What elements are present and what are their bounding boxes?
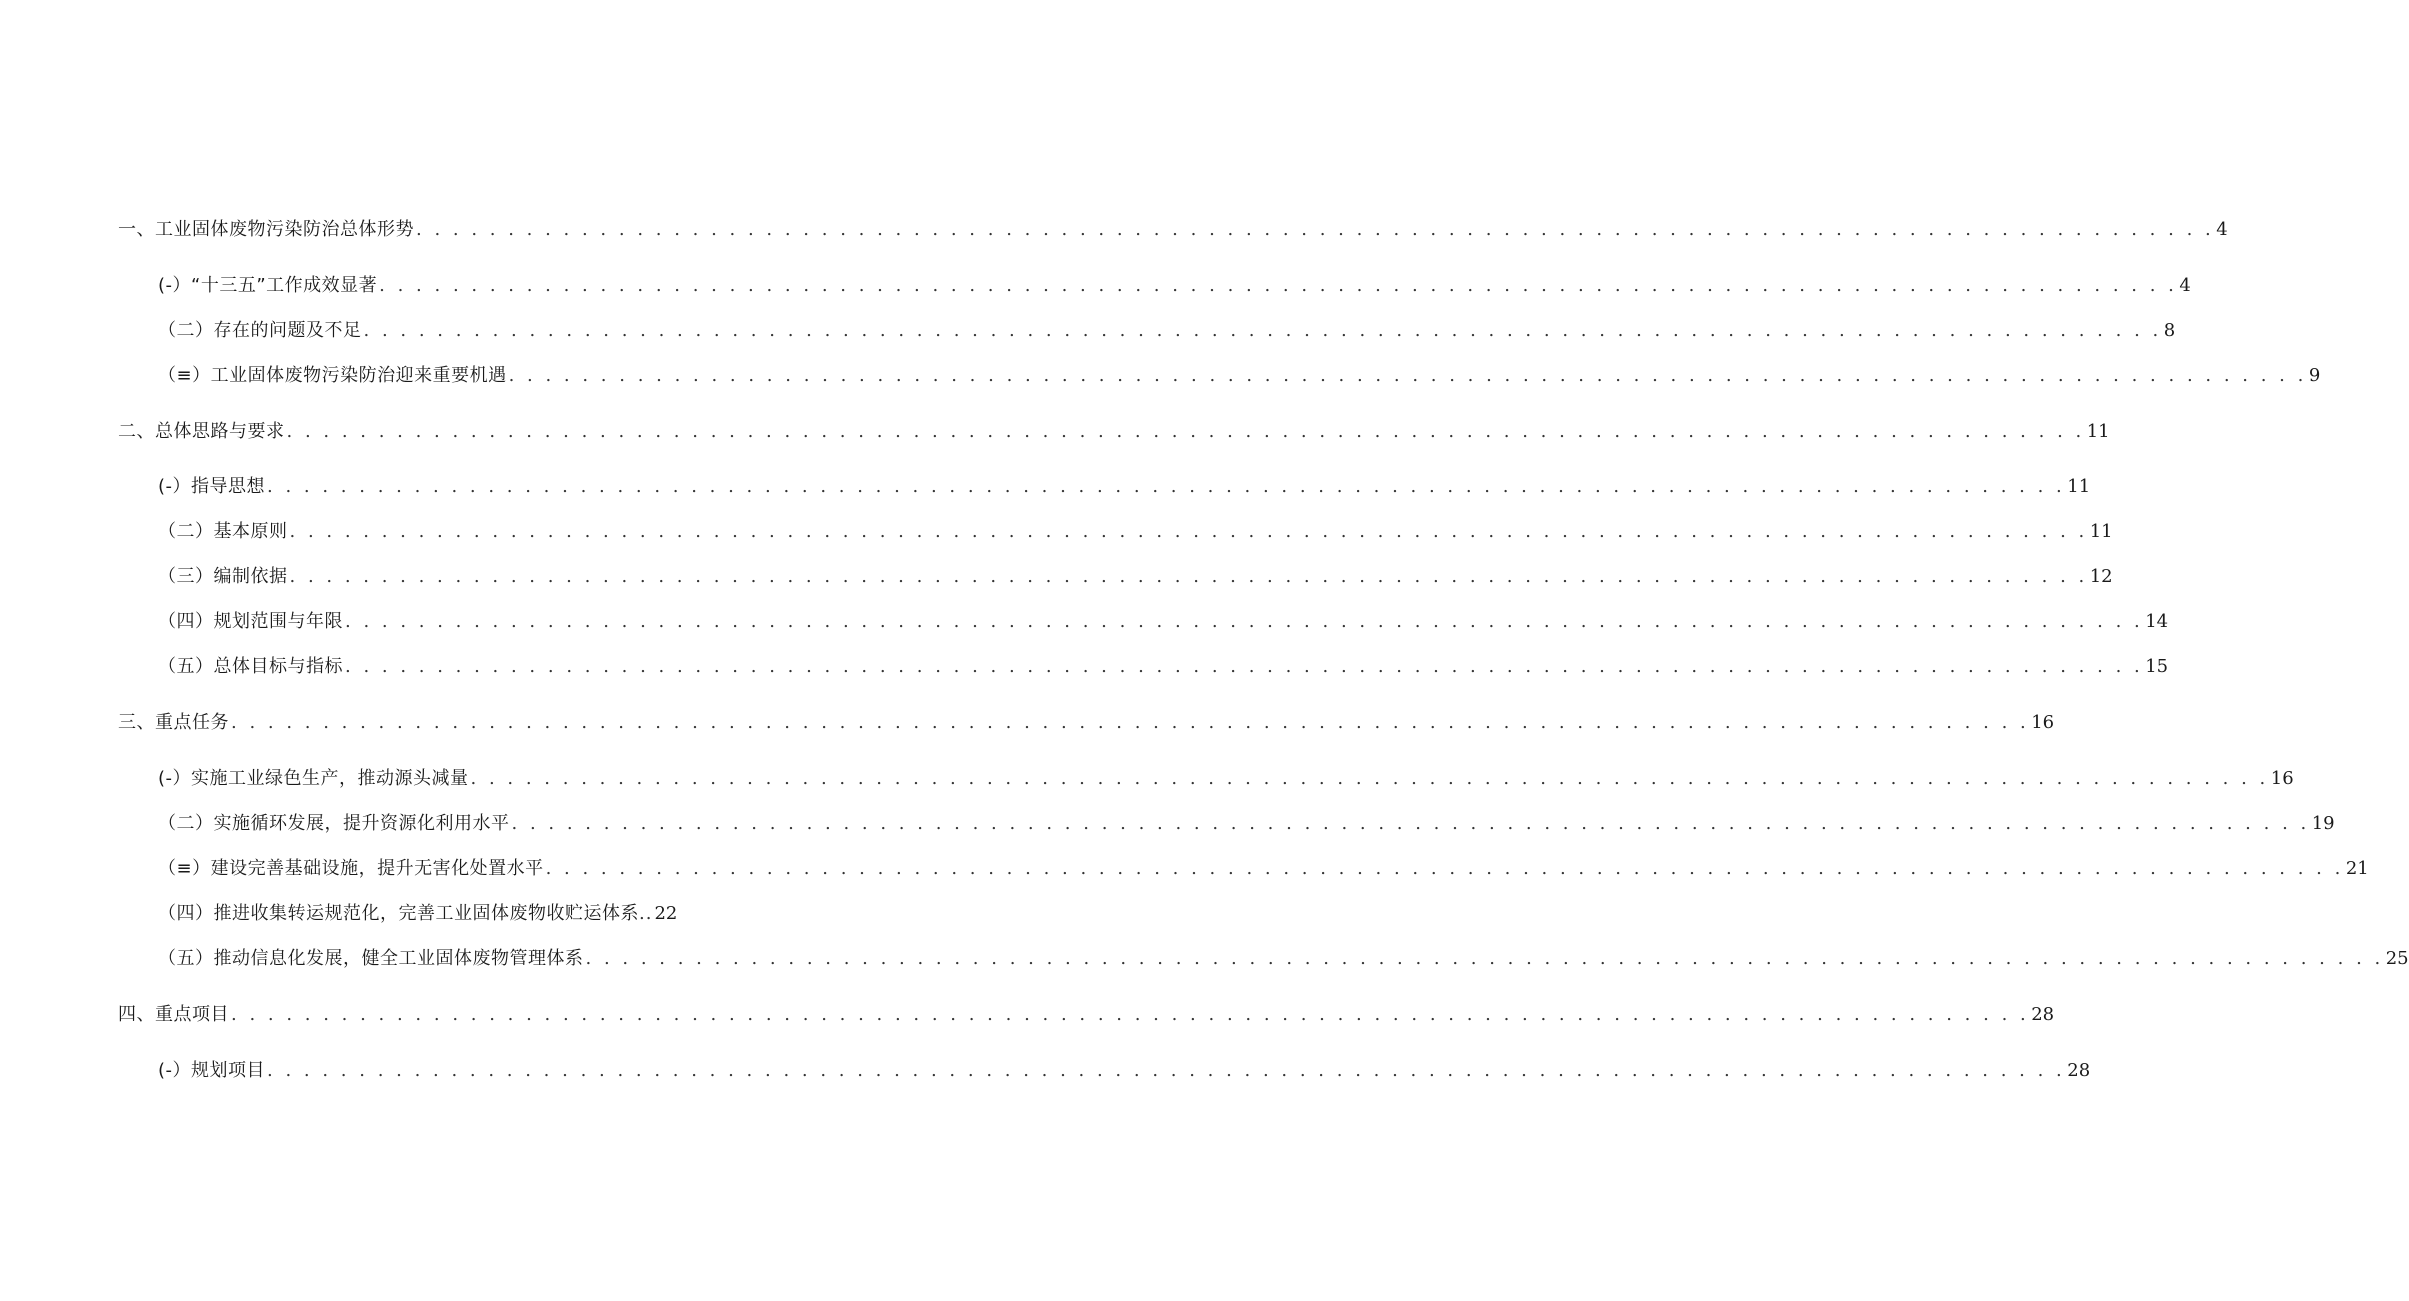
toc-leader-dots: . . . . . . . . . . . . . . . . . . . . . . . . . . . . . . . . . . . . . . . . . . . . . . . . . . . . . . . . . . . . . . . . . . . . . . . . . . . . . . . . . . . . . . . . . . . . . . . . . . (231, 712, 2030, 733)
toc-leader-dots: . . . . . . . . . . . . . . . . . . . . . . . . . . . . . . . . . . . . . . . . . . . . . . . . . . . . . . . . . . . . . . . . . . . . . . . . . . . . . . . . . . . . . . . . . . . . . . . . . . (511, 813, 2310, 834)
toc-leader-dots: . . . . . . . . . . . . . . . . . . . . . . . . . . . . . . . . . . . . . . . . . . . . . . . . . . . . . . . . . . . . . . . . . . . . . . . . . . . . . . . . . . . . . . . . . . . . . . . . . . (286, 421, 2085, 442)
toc-entry-title: （二）实施循环发展，提升资源化利用水平 (158, 813, 510, 834)
toc-page-number: 28 (2067, 1060, 2091, 1081)
toc-entry-section-3-1[interactable] (158, 765, 2294, 793)
toc-entry-section-2-2[interactable] (158, 518, 2113, 546)
toc-entry-section-3-3[interactable] (158, 855, 2369, 883)
toc-leader-dots: . . . . . . . . . . . . . . . . . . . . . . . . . . . . . . . . . . . . . . . . . . . . . . . . . . . . . . . . . . . . . . . . . . . . . . . . . . . . . . . . . . . . . . . . . . . . . . . . . . (545, 858, 2344, 879)
toc-entry-chapter-1[interactable] (118, 216, 2228, 244)
toc-entry-title: （二）存在的问题及不足 (158, 320, 362, 341)
toc-page-number: 12 (2089, 566, 2113, 587)
toc-entry-title: 一、工业固体废物污染防治总体形势 (118, 219, 414, 240)
toc-leader-dots: . . . . . . . . . . . . . . . . . . . . . . . . . . . . . . . . . . . . . . . . . . . . . . . . . . . . . . . . . . . . . . . . . . . . . . . . . . . . . . . . . . . . . . . . . . . . . . . . . . (289, 566, 2088, 587)
toc-leader-dots: . . . . . . . . . . . . . . . . . . . . . . . . . . . . . . . . . . . . . . . . . . . . . . . . . . . . . . . . . . . . . . . . . . . . . . . . . . . . . . . . . . . . . . . . . . . . . . . . . . (379, 275, 2178, 296)
toc-page-number: 22 (654, 903, 678, 924)
toc-page-number: 9 (2308, 365, 2321, 386)
toc-entry-section-1-2[interactable] (158, 317, 2176, 345)
toc-leader-dots: . . . . . . . . . . . . . . . . . . . . . . . . . . . . . . . . . . . . . . . . . . . . . . . . . . . . . . . . . . . . . . . . . . . . . . . . . . . . . . . . . . . . . . . . . . . . . . . . . . (345, 611, 2144, 632)
toc-page-number: 4 (2216, 219, 2228, 240)
toc-entry-section-2-4[interactable] (158, 608, 2169, 636)
toc-entry-title: （二）基本原则 (158, 521, 288, 542)
toc-entry-title: 三、重点任务 (118, 712, 229, 733)
toc-entry-section-4-1[interactable] (158, 1057, 2091, 1085)
toc-leader-dots: . . . . . . . . . . . . . . . . . . . . . . . . . . . . . . . . . . . . . . . . . . . . . . . . . . . . . . . . . . . . . . . . . . . . . . . . . . . . . . . . . . . . . . . . . . . . . . . . . . (267, 1060, 2066, 1081)
toc-leader-dots: . . . . . . . . . . . . . . . . . . . . . . . . . . . . . . . . . . . . . . . . . . . . . . . . . . . . . . . . . . . . . . . . . . . . . . . . . . . . . . . . . . . . . . . . . . . . . . . . . . (231, 1004, 2030, 1025)
toc-leader-dots: .. (639, 903, 653, 924)
toc-page-number: 4 (2179, 275, 2191, 296)
toc-leader-dots: . . . . . . . . . . . . . . . . . . . . . . . . . . . . . . . . . . . . . . . . . . . . . . . . . . . . . . . . . . . . . . . . . . . . . . . . . . . . . . . . . . . . . . . . . . . . . . . . . . (363, 320, 2162, 341)
toc-entry-title: （≡）工业固体废物污染防治迎来重要机遇 (158, 365, 507, 386)
toc-entry-chapter-3[interactable] (118, 709, 2055, 737)
toc-entry-title: 四、重点项目 (118, 1004, 229, 1025)
toc-entry-title: (-）指导思想 (158, 476, 266, 497)
toc-entry-title: 二、总体思路与要求 (118, 421, 285, 442)
toc-entry-section-3-5[interactable] (158, 945, 2409, 973)
toc-entry-title: (-）“十三五”工作成效显著 (158, 275, 378, 296)
toc-page-number: 16 (2031, 712, 2055, 733)
toc-leader-dots: . . . . . . . . . . . . . . . . . . . . . . . . . . . . . . . . . . . . . . . . . . . . . . . . . . . . . . . . . . . . . . . . . . . . . . . . . . . . . . . . . . . . . . . . . . . . . . . . . . (470, 768, 2269, 789)
toc-entry-section-3-2[interactable] (158, 810, 2335, 838)
toc-entry-section-1-3[interactable] (158, 362, 2321, 390)
toc-entry-title: （≡）建设完善基础设施，提升无害化处置水平 (158, 858, 544, 879)
toc-page-number: 21 (2345, 858, 2369, 879)
toc-page-number: 14 (2145, 611, 2169, 632)
toc-entry-title: （五）推动信息化发展，健全工业固体废物管理体系 (158, 948, 584, 969)
toc-entry-section-2-3[interactable] (158, 563, 2113, 591)
toc-page-number: 8 (2163, 320, 2176, 341)
toc-page-number: 16 (2270, 768, 2294, 789)
toc-entry-title: （三）编制依据 (158, 566, 288, 587)
toc-entry-title: (-）规划项目 (158, 1060, 266, 1081)
toc-page-number: 25 (2385, 948, 2409, 969)
toc-entry-title: （五）总体目标与指标 (158, 656, 343, 677)
toc-entry-section-2-5[interactable] (158, 653, 2169, 681)
toc-entry-section-2-1[interactable] (158, 473, 2091, 501)
toc-page-number: 11 (2086, 421, 2110, 442)
toc-leader-dots: . . . . . . . . . . . . . . . . . . . . . . . . . . . . . . . . . . . . . . . . . . . . . . . . . . . . . . . . . . . . . . . . . . . . . . . . . . . . . . . . . . . . . . . . . . . . . . . . . . (345, 656, 2144, 677)
toc-entry-section-3-4[interactable] (158, 900, 718, 928)
toc-page-number: 11 (2089, 521, 2113, 542)
toc-entry-chapter-4[interactable] (118, 1001, 2055, 1029)
toc-leader-dots: . . . . . . . . . . . . . . . . . . . . . . . . . . . . . . . . . . . . . . . . . . . . . . . . . . . . . . . . . . . . . . . . . . . . . . . . . . . . . . . . . . . . . . . . . . . . . . . . . . (267, 476, 2066, 497)
toc-leader-dots: . . . . . . . . . . . . . . . . . . . . . . . . . . . . . . . . . . . . . . . . . . . . . . . . . . . . . . . . . . . . . . . . . . . . . . . . . . . . . . . . . . . . . . . . . . . . . . . . . . (289, 521, 2088, 542)
toc-entry-section-1-1[interactable] (158, 272, 2191, 300)
toc-entry-chapter-2[interactable] (118, 418, 2110, 446)
toc-page-number: 28 (2031, 1004, 2055, 1025)
toc-leader-dots: . . . . . . . . . . . . . . . . . . . . . . . . . . . . . . . . . . . . . . . . . . . . . . . . . . . . . . . . . . . . . . . . . . . . . . . . . . . . . . . . . . . . . . . . . . . . . . . . . . (508, 365, 2307, 386)
toc-leader-dots: . . . . . . . . . . . . . . . . . . . . . . . . . . . . . . . . . . . . . . . . . . . . . . . . . . . . . . . . . . . . . . . . . . . . . . . . . . . . . . . . . . . . . . . . . . . . . . . . . . (416, 219, 2215, 240)
toc-entry-title: （四）规划范围与年限 (158, 611, 343, 632)
toc-entry-title: (-）实施工业绿色生产，推动源头减量 (158, 768, 469, 789)
toc-page-number: 11 (2067, 476, 2091, 497)
toc-leader-dots: . . . . . . . . . . . . . . . . . . . . . . . . . . . . . . . . . . . . . . . . . . . . . . . . . . . . . . . . . . . . . . . . . . . . . . . . . . . . . . . . . . . . . . . . . . . . . . . . . . (585, 948, 2384, 969)
toc-entry-title: （四）推进收集转运规范化，完善工业固体废物收贮运体系 (158, 903, 639, 924)
toc-page-number: 15 (2145, 656, 2169, 677)
toc-page-number: 19 (2311, 813, 2335, 834)
